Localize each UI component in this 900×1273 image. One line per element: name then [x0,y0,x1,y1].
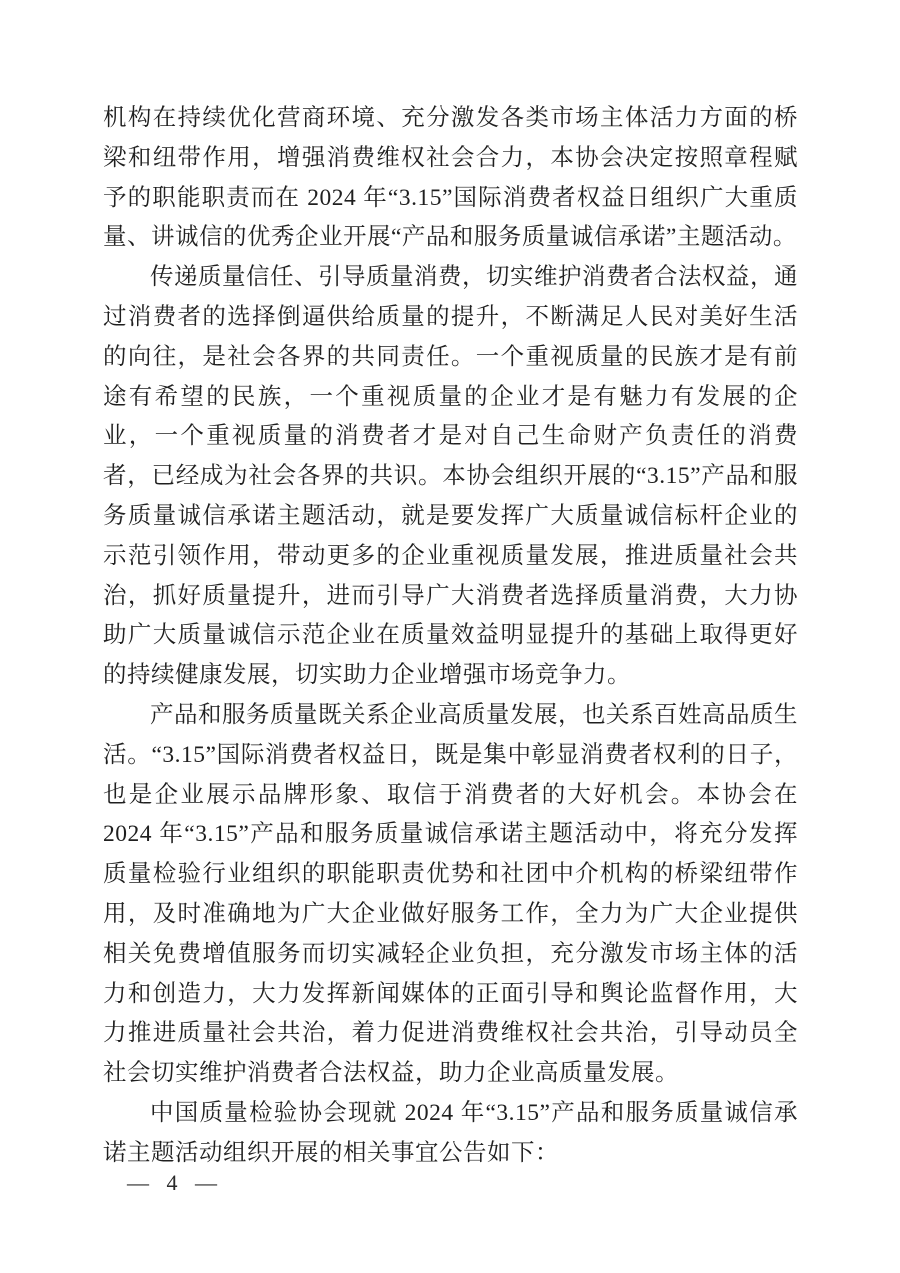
body-paragraph-3: 产品和服务质量既关系企业高质量发展，也关系百姓高品质生活。“3.15”国际消费者权益日，既是集中彰显消费者权利的日子，也是企业展示品牌形象、取信于消费者的大好机会。本协会在 2024 年“3.15”产品和服务质量诚信承诺主题活动中，将充分发挥质量检验行业组织的职能职责优势和社团中介机构的桥梁纽带作用，及时准确地为广大企业做好服务工作，全力为广大企业提供相关免费增值服务而切实减轻企业负担，充分激发市场主体的活力和创造力，大力发挥新闻媒体的正面引导和舆论监督作用，大力推进质量社会共治，着力促进消费维权社会共治，引导动员全社会切实维护消费者合法权益，助力企业高质量发展。 [103,701,798,1087]
page-number: — 4 — [127,1170,223,1195]
document-body [103,99,798,1174]
body-paragraph-2: 传递质量信任、引导质量消费，切实维护消费者合法权益，通过消费者的选择倒逼供给质量的提升，不断满足人民对美好生活的向往，是社会各界的共同责任。一个重视质量的民族才是有前途有希望的民族，一个重视质量的企业才是有魅力有发展的企业，一个重视质量的消费者才是对自己生命财产负责任的消费者，已经成为社会各界的共识。本协会组织开展的“3.15”产品和服务质量诚信承诺主题活动，就是要发挥广大质量诚信标杆企业的示范引领作用，带动更多的企业重视质量发展，推进质量社会共治，抓好质量提升，进而引导广大消费者选择质量消费，大力协助广大质量诚信示范企业在质量效益明显提升的基础上取得更好的持续健康发展，切实助力企业增强市场竞争力。 [103,264,798,689]
body-paragraph-4: 中国质量检验协会现就 2024 年“3.15”产品和服务质量诚信承诺主题活动组织开展的相关事宜公告如下： [103,1099,798,1166]
body-paragraph-1: 机构在持续优化营商环境、充分激发各类市场主体活力方面的桥梁和纽带作用，增强消费维权社会合力，本协会决定按照章程赋予的职能职责而在 2024 年“3.15”国际消费者权益日组织广大重质量、讲诚信的优秀企业开展“产品和服务质量诚信承诺”主题活动。 [103,105,798,251]
